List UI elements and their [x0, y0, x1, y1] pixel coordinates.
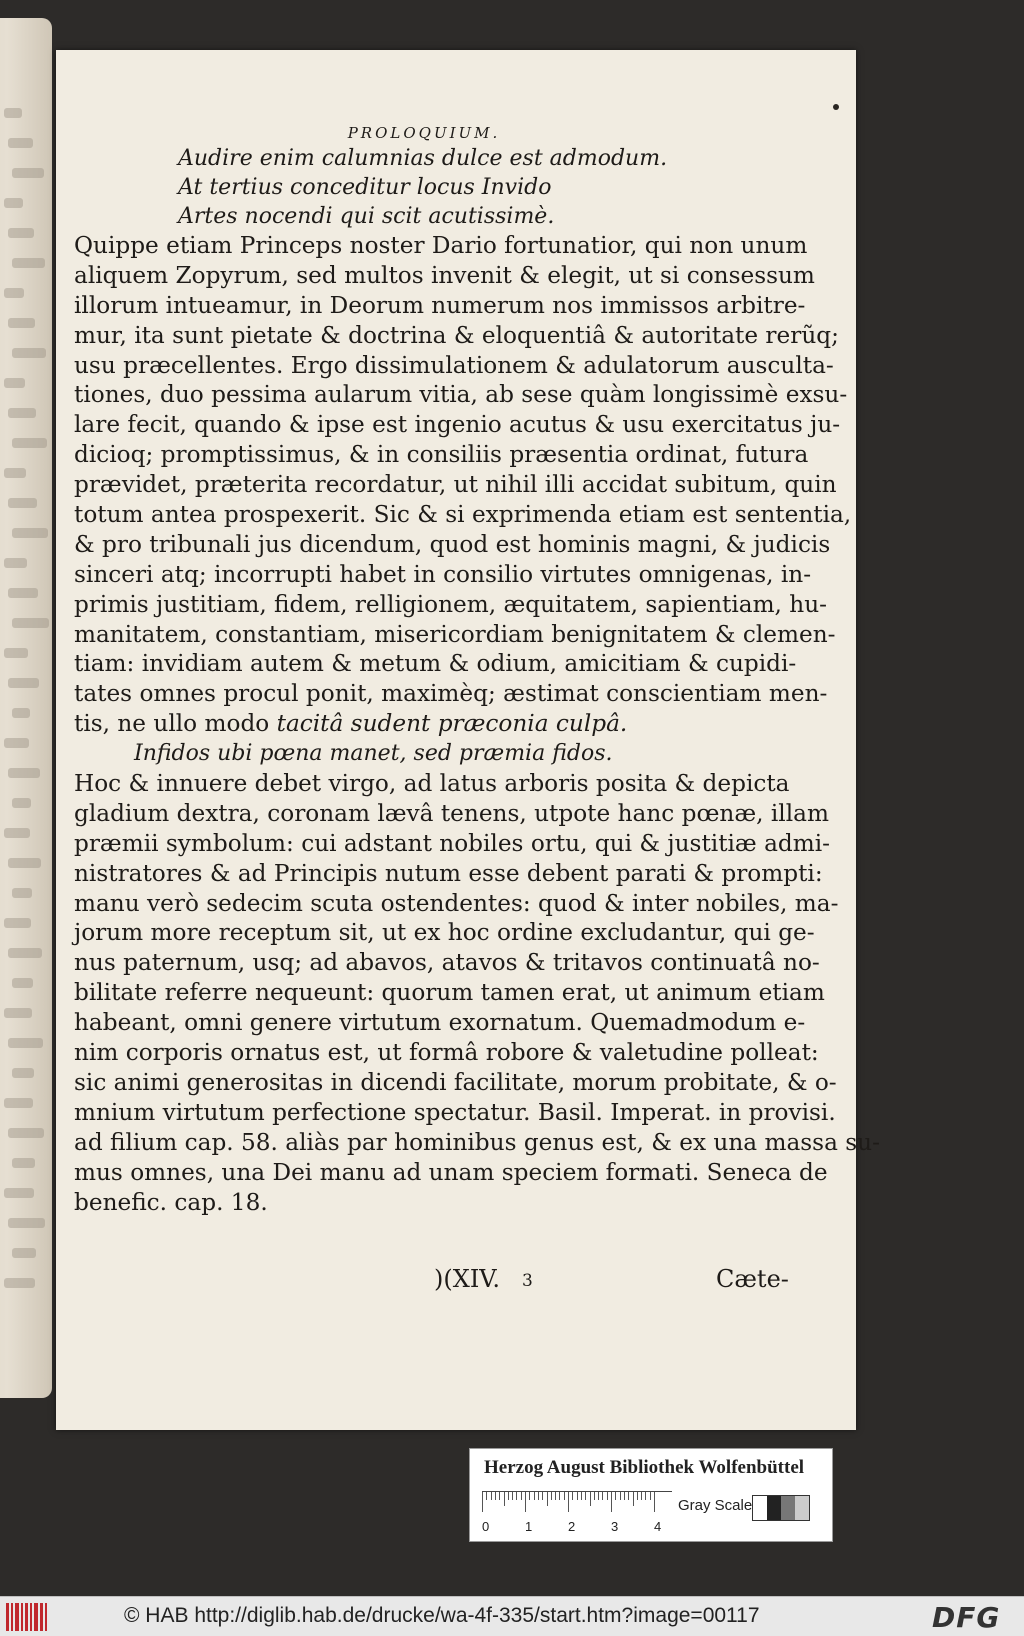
ruler-tick	[572, 1492, 573, 1500]
ruler-tick	[602, 1492, 603, 1500]
ruler-tick	[568, 1492, 569, 1512]
text-line: manitatem, constantiam, misericordiam benignitatem & clemen-	[74, 620, 836, 648]
facing-page-text-trace	[12, 888, 32, 898]
text-line: bilitate referre nequeunt: quorum tamen erat, ut animum etiam	[74, 979, 825, 1007]
text-line: tiones, duo pessima aularum vitia, ab sese quàm longissimè exsu-	[74, 381, 848, 409]
text-line: mur, ita sunt pietate & doctrina & eloquentiâ & autoritate rerũq;	[74, 321, 839, 349]
text-line: ad filium cap. 58. aliàs par hominibus genus est, & ex una massa su-	[74, 1128, 880, 1156]
text-line: totum antea prospexerit. Sic & si exprimenda etiam est sententia,	[74, 501, 852, 529]
copyright-url[interactable]: © HAB http://diglib.hab.de/drucke/wa-4f-335/start.htm?image=00117	[124, 1604, 760, 1627]
ruler-tick	[482, 1492, 483, 1512]
text-line: Quippe etiam Princeps noster Dario fortunatior, qui non unum	[74, 232, 808, 259]
library-name: Herzog August Bibliothek Wolfenbüttel	[484, 1457, 805, 1478]
ruler-tick	[628, 1492, 629, 1500]
text-fragment: tis, ne ullo modo	[74, 710, 277, 738]
facing-page-text-trace	[12, 1068, 34, 1078]
facing-page-text-trace	[8, 768, 40, 778]
ruler-tick	[521, 1492, 522, 1500]
text-line: illorum intueamur, in Deorum numerum nos immissos arbitre-	[74, 291, 806, 319]
facing-page-text-trace	[8, 498, 37, 508]
footer-bar	[0, 1596, 1024, 1636]
text-line	[74, 709, 774, 739]
paragraph-2	[74, 769, 880, 1217]
running-head: PROLOQUIUM.	[347, 124, 501, 142]
ruler-tick	[512, 1492, 513, 1500]
facing-page-edge	[0, 18, 52, 1398]
facing-page-text-trace	[4, 1278, 35, 1288]
ruler-tick	[585, 1492, 586, 1500]
ruler-tick	[555, 1492, 556, 1500]
facing-page-text-trace	[12, 708, 30, 718]
text-line: jorum more receptum sit, ut ex hoc ordine excludantur, qui ge-	[74, 919, 815, 947]
facing-page-text-trace	[4, 1008, 32, 1018]
facing-page-text-trace	[12, 1158, 35, 1168]
text-line: primis justitiam, fidem, relligionem, æquitatem, sapientiam, hu-	[74, 590, 828, 618]
catchword: Cæte-	[716, 1265, 789, 1293]
verse-line: Audire enim calumnias dulce est admodum.	[178, 146, 668, 171]
ruler-tick	[581, 1492, 582, 1500]
gray-swatch	[753, 1496, 767, 1520]
ruler-tick	[542, 1492, 543, 1500]
facing-page-text-trace	[8, 1038, 43, 1048]
ruler-tick	[633, 1492, 634, 1506]
dfg-logo: DFG	[932, 1601, 1001, 1634]
ruler-tick	[607, 1492, 608, 1500]
paragraph-1	[74, 231, 852, 739]
ruler-tick	[538, 1492, 539, 1500]
facing-page-text-trace	[12, 1248, 36, 1258]
text-line: nus paternum, usq; ad abavos, atavos & tritavos continuatâ no-	[74, 949, 820, 977]
text-line: Hoc & innuere debet virgo, ad latus arboris posita & depicta	[74, 770, 790, 798]
facing-page-text-trace	[12, 258, 45, 268]
ruler-tick	[564, 1492, 565, 1500]
ruler-label: 2	[568, 1519, 576, 1534]
ruler-tick	[641, 1492, 642, 1500]
text-line: dicioq; promptissimus, & in consiliis præsentia ordinat, futura	[74, 441, 809, 469]
ruler-label: 0	[482, 1519, 490, 1534]
ruler-tick	[624, 1492, 625, 1500]
verse-line: Artes nocendi qui scit acutissimè.	[178, 204, 555, 229]
facing-page-text-trace	[4, 288, 24, 298]
facing-page-text-trace	[12, 168, 44, 178]
facing-page-text-trace	[8, 408, 36, 418]
ruler-tick	[534, 1492, 535, 1500]
gray-scale-swatch	[752, 1495, 810, 1521]
text-line: manu verò sedecim scuta ostendentes: quod & inter nobiles, ma-	[74, 889, 839, 917]
ruler-tick	[504, 1492, 505, 1506]
text-line: prævidet, præterita recordatur, ut nihil illi accidat subitum, quin	[74, 471, 837, 499]
ruler-tick	[551, 1492, 552, 1500]
text-line: aliquem Zopyrum, sed multos invenit & elegit, ut si consessum	[74, 261, 815, 289]
facing-page-text-trace	[12, 798, 31, 808]
ruler-tick	[577, 1492, 578, 1500]
ruler-tick	[516, 1492, 517, 1500]
ruler-tick	[594, 1492, 595, 1500]
catchline	[434, 1265, 789, 1299]
facing-page-text-trace	[12, 438, 47, 448]
facing-page-text-trace	[4, 1188, 34, 1198]
facing-page-text-trace	[4, 738, 29, 748]
ruler-tick	[486, 1492, 487, 1500]
facing-page-text-trace	[4, 918, 31, 928]
facing-page-text-trace	[4, 468, 26, 478]
ruler-tick	[620, 1492, 621, 1500]
text-line: præmii symbolum: cui adstant nobiles ortu, qui & justitiæ admi-	[74, 829, 830, 857]
gray-swatch	[781, 1496, 795, 1520]
ruler-tick	[650, 1492, 651, 1500]
italic-quote: tacitâ sudent præconia culpâ.	[276, 710, 628, 738]
facing-page-text-trace	[4, 378, 25, 388]
ruler-tick	[559, 1492, 560, 1500]
text-line: mnium virtutum perfectione spectatur. Basil. Imperat. in provisi.	[74, 1098, 836, 1126]
facing-page-text-trace	[8, 858, 41, 868]
gray-swatch	[767, 1496, 781, 1520]
facing-page-text-trace	[12, 348, 46, 358]
library-color-card	[469, 1448, 833, 1542]
text-line: usu præcellentes. Ergo dissimulationem & adulatorum ausculta-	[74, 351, 834, 379]
ruler-tick	[495, 1492, 496, 1500]
facing-page-text-trace	[4, 828, 30, 838]
facing-page-text-trace	[8, 138, 33, 148]
facing-page-text-trace	[8, 318, 35, 328]
ruler-tick	[611, 1492, 612, 1512]
ruler-tick	[637, 1492, 638, 1500]
facing-page-text-trace	[12, 528, 48, 538]
text-line: & pro tribunali jus dicendum, quod est hominis magni, & judicis	[74, 530, 831, 558]
text-block	[74, 122, 880, 1217]
facing-page-text-trace	[4, 1098, 33, 1108]
text-line: mus omnes, una Dei manu ad unam speciem formati. Seneca de	[74, 1158, 828, 1186]
ink-speck	[833, 104, 839, 110]
facing-page-text-trace	[4, 558, 27, 568]
ruler-tick	[491, 1492, 492, 1500]
facing-page-text-trace	[8, 1218, 45, 1228]
signature-mark: )(XIV.	[434, 1265, 501, 1293]
ruler-tick	[508, 1492, 509, 1500]
ruler-tick	[598, 1492, 599, 1500]
text-line: lare fecit, quando & ipse est ingenio acutus & usu exercitatus ju-	[74, 411, 841, 439]
facing-page-text-trace	[8, 228, 34, 238]
verse-line: Infidos ubi pœna manet, sed præmia fidos.	[134, 741, 613, 767]
text-line: benefic. cap. 18.	[74, 1188, 268, 1216]
text-line: nim corporis ornatus est, ut formâ robore & valetudine polleat:	[74, 1039, 819, 1067]
text-line: nistratores & ad Principis nutum esse debent parati & prompti:	[74, 859, 823, 887]
facing-page-text-trace	[8, 588, 38, 598]
facing-page-text-trace	[4, 198, 23, 208]
facing-page-text-trace	[4, 108, 22, 118]
gray-swatch	[795, 1496, 809, 1520]
facing-page-text-trace	[4, 648, 28, 658]
ruler-label: 4	[654, 1519, 662, 1534]
verse-line: At tertius conceditur locus Invido	[178, 175, 552, 200]
book-page	[56, 50, 880, 1430]
signature-number: 3	[522, 1271, 533, 1291]
ruler-tick	[615, 1492, 616, 1500]
ruler-tick	[529, 1492, 530, 1500]
ruler-tick	[590, 1492, 591, 1506]
text-line: tiam: invidiam autem & metum & odium, amicitiam & cupidi-	[74, 650, 797, 678]
facing-page-text-trace	[12, 978, 33, 988]
ruler-tick	[525, 1492, 526, 1512]
barcode-icon	[6, 1603, 48, 1631]
ruler-tick	[499, 1492, 500, 1500]
ruler-label: 3	[611, 1519, 619, 1534]
text-line: sic animi generositas in dicendi facilitate, morum probitate, & o-	[74, 1068, 837, 1096]
facing-page-text-trace	[12, 618, 49, 628]
text-line: tates omnes procul ponit, maximèq; æstimat conscientiam men-	[74, 680, 828, 708]
ruler-tick	[645, 1492, 646, 1500]
gray-scale-label: Gray Scale	[678, 1497, 753, 1514]
text-line: gladium dextra, coronam lævâ tenens, utpote hanc pœnæ, illam	[74, 799, 829, 827]
ruler-label: 1	[525, 1519, 533, 1534]
ruler-tick	[654, 1492, 655, 1512]
facing-page-text-trace	[8, 948, 42, 958]
text-line: sinceri atq; incorrupti habet in consilio virtutes omnigenas, in-	[74, 560, 812, 588]
scale-ruler	[482, 1491, 672, 1513]
facing-page-text-trace	[8, 678, 39, 688]
text-line: habeant, omni genere virtutum exornatum. Quemadmodum e-	[74, 1009, 806, 1037]
ruler-tick	[547, 1492, 548, 1506]
facing-page-text-trace	[8, 1128, 44, 1138]
